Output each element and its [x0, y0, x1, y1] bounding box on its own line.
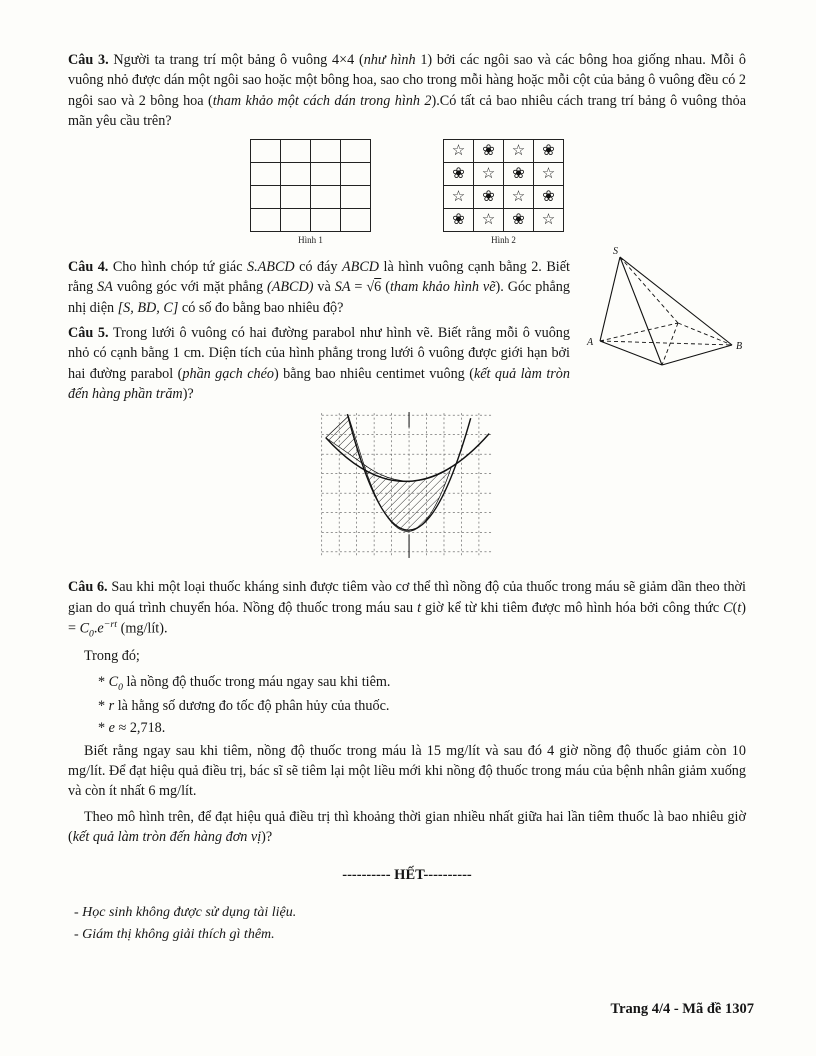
grid-cell-flower: ❀ — [534, 140, 563, 162]
q6-paragraph-2: Biết rằng ngay sau khi tiêm, nồng độ thuốc trong máu là 15 mg/lít và sau đó 4 giờ nồng độ thuốc giảm còn 10 mg/lít. Để đạt hiệu quả điều trị, bác sĩ sẽ tiêm lại một liều mới khi nồng độ thuốc trong máu của bệnh nhân giảm xuống và còn ít nhất 6 mg/lít. — [68, 742, 746, 800]
q5-paragraph: Câu 5. Trong lưới ô vuông có hai đường parabol như hình vẽ. Biết rằng mỗi ô vuông nhỏ có cạnh bằng 1 cm. Diện tích của hình phẳng trong lưới ô vuông được giới hạn bởi hai đường parabol (phần gạch chéo) bằng bao nhiêu centimet vuông (kết quả làm tròn đến hàng phần trăm)? — [68, 325, 570, 402]
grid-cell-empty — [311, 163, 340, 185]
pyramid-label-b: B — [736, 341, 743, 353]
grid-cell-star: ☆ — [474, 209, 503, 231]
grid-cell-star: ☆ — [534, 209, 563, 231]
grid-cell-empty — [341, 209, 370, 231]
hinh1-grid — [250, 139, 371, 232]
grid-cell-flower: ❀ — [474, 186, 503, 208]
grid-cell-flower: ❀ — [444, 209, 473, 231]
grid-cell-empty — [281, 209, 310, 231]
q4-paragraph: Câu 4. Cho hình chóp tứ giác S.ABCD có đáy ABCD là hình vuông cạnh bằng 2. Biết rằng SA vuông góc với mặt phẳng (ABCD) và SA = √6 (tham khảo hình vẽ). Góc phẳng nhị diện [S, BD, C] có số đo bằng bao nhiêu độ? — [68, 259, 570, 316]
grid-cell-empty — [281, 140, 310, 162]
grid-cell-flower: ❀ — [504, 163, 533, 185]
grid-cell-empty — [251, 186, 280, 208]
grid-cell-empty — [311, 186, 340, 208]
grid-cell-empty — [281, 186, 310, 208]
grid-cell-empty — [281, 163, 310, 185]
hinh2-caption: Hình 2 — [491, 235, 516, 246]
grid-cell-empty — [341, 163, 370, 185]
q6-bullet-2: * r là hằng số dương đo tốc độ phân hủy của thuốc. — [98, 698, 390, 715]
q6-bullet-3: * e ≈ 2,718. — [98, 720, 166, 737]
page-footer: Trang 4/4 - Mã đề 1307 — [610, 1001, 754, 1017]
grid-cell-empty — [341, 140, 370, 162]
figure-hinh1 — [250, 139, 371, 245]
note-2: - Giám thị không giải thích gì thêm. — [74, 926, 275, 942]
end-marker: ---------- HẾT---------- — [342, 867, 472, 884]
grid-cell-empty — [311, 209, 340, 231]
note-1: - Học sinh không được sử dụng tài liệu. — [74, 905, 297, 921]
grid-cell-star: ☆ — [444, 186, 473, 208]
grid-cell-flower: ❀ — [534, 186, 563, 208]
q3-figures — [68, 139, 746, 245]
q6-bullet-1: * $C_0$ là nồng độ thuốc trong máu ngay sau khi tiêm. — [98, 673, 391, 693]
parabola-figure — [318, 410, 496, 560]
grid-cell-star: ☆ — [444, 140, 473, 162]
pyramid-label-s: S — [613, 246, 618, 258]
grid-cell-empty — [341, 186, 370, 208]
grid-cell-star: ☆ — [534, 163, 563, 185]
grid-cell-empty — [311, 140, 340, 162]
q6-paragraph-1: Câu 6. Sau khi một loại thuốc kháng sinh được tiêm vào cơ thể thì nồng độ của thuốc trong máu sẽ giảm dần theo thời gian do quá trình chuyển hóa. Nồng độ thuốc trong máu sau t giờ kể từ khi tiêm được mô hình hóa bởi công thức $C(t) = C_0.e^{-rt}$ (mg/lít). — [68, 579, 746, 640]
pyramid-label-a: A — [587, 337, 594, 349]
figure-hinh2 — [443, 139, 564, 245]
grid-cell-empty — [251, 163, 280, 185]
grid-cell-star: ☆ — [474, 163, 503, 185]
grid-cell-flower: ❀ — [474, 140, 503, 162]
q5-figure-wrap — [68, 410, 746, 565]
grid-cell-flower: ❀ — [504, 209, 533, 231]
hinh1-caption: Hình 1 — [298, 235, 323, 246]
grid-cell-star: ☆ — [504, 140, 533, 162]
grid-cell-empty — [251, 209, 280, 231]
pyramid-figure — [584, 245, 746, 369]
grid-cell-empty — [251, 140, 280, 162]
q6-paragraph-3: Theo mô hình trên, để đạt hiệu quả điều trị thì khoảng thời gian nhiều nhất giữa hai lần tiêm thuốc là bao nhiêu giờ (kết quả làm tròn đến hàng đơn vị)? — [68, 808, 746, 845]
q4-block — [68, 246, 746, 404]
grid-cell-star: ☆ — [504, 186, 533, 208]
q3-paragraph: Câu 3. Người ta trang trí một bảng ô vuông 4×4 (như hình 1) bởi các ngôi sao và các bông hoa giống nhau. Mỗi ô vuông nhỏ được dán một ngôi sao hoặc một bông hoa, sao cho trong mỗi hàng hoặc mỗi cột của bảng ô vuông đều có 2 ngôi sao và 2 bông hoa (tham khảo một cách dán trong hình 2).Có tất cả bao nhiêu cách trang trí bảng ô vuông thỏa mãn yêu cầu trên? — [68, 52, 746, 129]
hinh2-grid — [443, 139, 564, 232]
q6-intro: Trong đó; — [84, 648, 140, 665]
grid-cell-flower: ❀ — [444, 163, 473, 185]
